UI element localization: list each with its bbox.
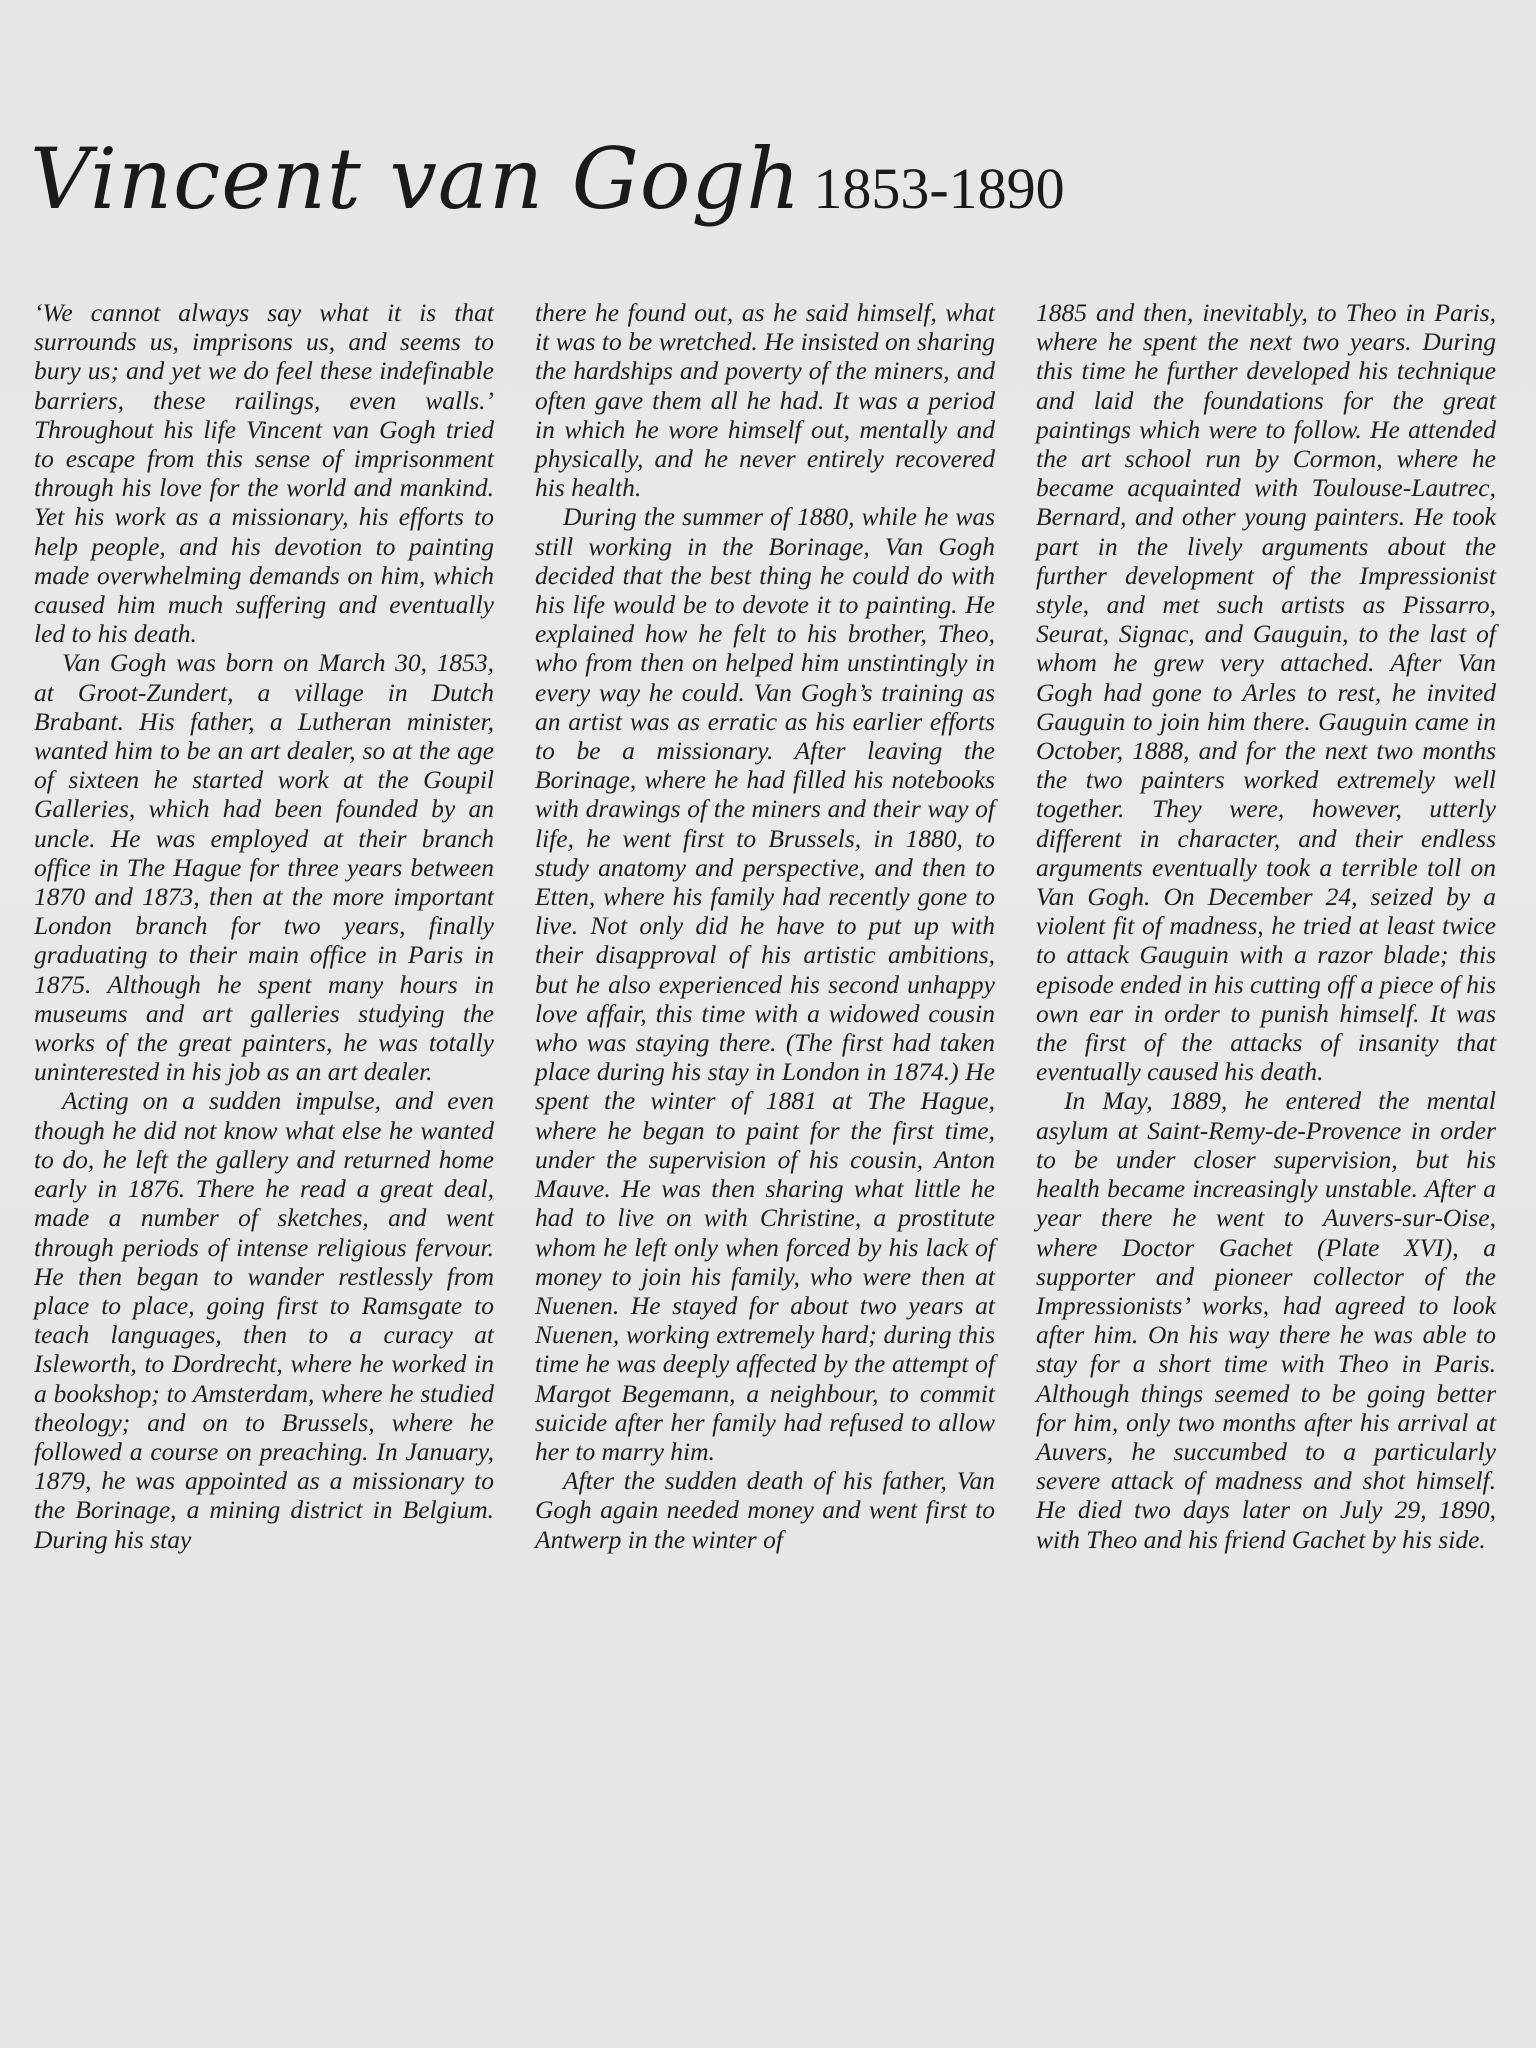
- text-column-3: [1036, 298, 1496, 1554]
- paragraph: Acting on a sudden impulse, and even though he did not know what else he wanted to do, he left the gallery and returned home early in 1876. There he read a great deal, made a number of sketches, and went through periods of intense religious fervour. He then began to wander restlessly from place to place, going first to Ramsgate to teach languages, then to a curacy at Isleworth, to Dordrecht, where he worked in a bookshop; to Amsterdam, where he studied theology; and on to Brussels, where he followed a course on preaching. In January, 1879, he was appointed as a missionary to the Borinage, a mining district in Belgium. During his stay: [34, 1086, 494, 1554]
- paragraph: Van Gogh was born on March 30, 1853, at Groot-Zundert, a village in Dutch Brabant. His father, a Lutheran minister, wanted him to be an art dealer, so at the age of sixteen he started work at the Goupil Galleries, which had been founded by an uncle. He was employed at their branch office in The Hague for three years between 1870 and 1873, then at the more important London branch for two years, finally graduating to their main office in Paris in 1875. Although he spent many hours in museums and art galleries studying the works of the great painters, he was totally uninterested in his job as an art dealer.: [34, 648, 494, 1087]
- paragraph: During the summer of 1880, while he was still working in the Borinage, Van Gogh decided that the best thing he could do with his life would be to devote it to painting. He explained how he felt to his brother, Theo, who from then on helped him unstintingly in every way he could. Van Gogh’s training as an artist was as erratic as his earlier efforts to be a missionary. After leaving the Borinage, where he had filled his notebooks with drawings of the miners and their way of life, he went first to Brussels, in 1880, to study anatomy and perspective, and then to Etten, where his family had recently gone to live. Not only did he have to put up with their disapproval of his artistic ambitions, but he also experienced his second unhappy love affair, this time with a widowed cousin who was staying there. (The first had taken place during his stay in London in 1874.) He spent the winter of 1881 at The Hague, where he began to paint for the first time, under the supervision of his cousin, Anton Mauve. He was then sharing what little he had to live on with Christine, a prostitute whom he left only when forced by his lack of money to join his family, who were then at Nuenen. He stayed for about two years at Nuenen, working extremely hard; during this time he was deeply affected by the attempt of Margot Begemann, a neighbour, to commit suicide after her family had refused to allow her to marry him.: [535, 502, 995, 1466]
- text-columns: [34, 298, 1496, 1554]
- paragraph: there he found out, as he said himself, what it was to be wretched. He insisted on sharing the hardships and poverty of the miners, and often gave them all he had. It was a period in which he wore himself out, mentally and physically, and he never entirely recovered his health.: [535, 298, 995, 503]
- paragraph: 1885 and then, inevitably, to Theo in Paris, where he spent the next two years. During this time he further developed his technique and laid the foundations for the great paintings which were to follow. He attended the art school run by Cormon, where he became acquainted with Toulouse-Lautrec, Bernard, and other young painters. He took part in the lively arguments about the further development of the Impressionist style, and met such artists as Pissarro, Seurat, Signac, and Gauguin, to the last of whom he grew very attached. After Van Gogh had gone to Arles to rest, he invited Gauguin to join him there. Gauguin came in October, 1888, and for the next two months the two painters worked extremely well together. They were, however, utterly different in character, and their endless arguments eventually took a terrible toll on Van Gogh. On December 24, seized by a violent fit of madness, he tried at least twice to attack Gauguin with a razor blade; this episode ended in his cutting off a piece of his own ear in order to punish himself. It was the first of the attacks of insanity that eventually caused his death.: [1036, 298, 1496, 1087]
- title-dates: 1853-1890: [813, 156, 1065, 221]
- text-column-1: [34, 298, 494, 1554]
- paragraph: In May, 1889, he entered the mental asylum at Saint-Remy-de-Provence in order to be under closer supervision, but his health became increasingly unstable. After a year there he went to Auvers-sur-Oise, where Doctor Gachet (Plate XVI), a supporter and pioneer collector of the Impressionists’ works, had agreed to look after him. On his way there he was able to stay for a short time with Theo in Paris. Although things seemed to be going better for him, only two months after his arrival at Auvers, he succumbed to a particularly severe attack of madness and shot himself. He died two days later on July 29, 1890, with Theo and his friend Gachet by his side.: [1036, 1086, 1496, 1554]
- text-column-2: [535, 298, 995, 1554]
- paragraph: After the sudden death of his father, Van Gogh again needed money and went first to Antwerp in the winter of: [535, 1466, 995, 1554]
- page-title: [30, 130, 1065, 228]
- title-name: Vincent van Gogh: [30, 130, 802, 228]
- paragraph: ‘We cannot always say what it is that surrounds us, imprisons us, and seems to bury us; and yet we do feel these indefinable barriers, these railings, even walls.’ Throughout his life Vincent van Gogh tried to escape from this sense of imprisonment through his love for the world and mankind. Yet his work as a missionary, his efforts to help people, and his devotion to painting made overwhelming demands on him, which caused him much suffering and eventually led to his death.: [34, 298, 494, 649]
